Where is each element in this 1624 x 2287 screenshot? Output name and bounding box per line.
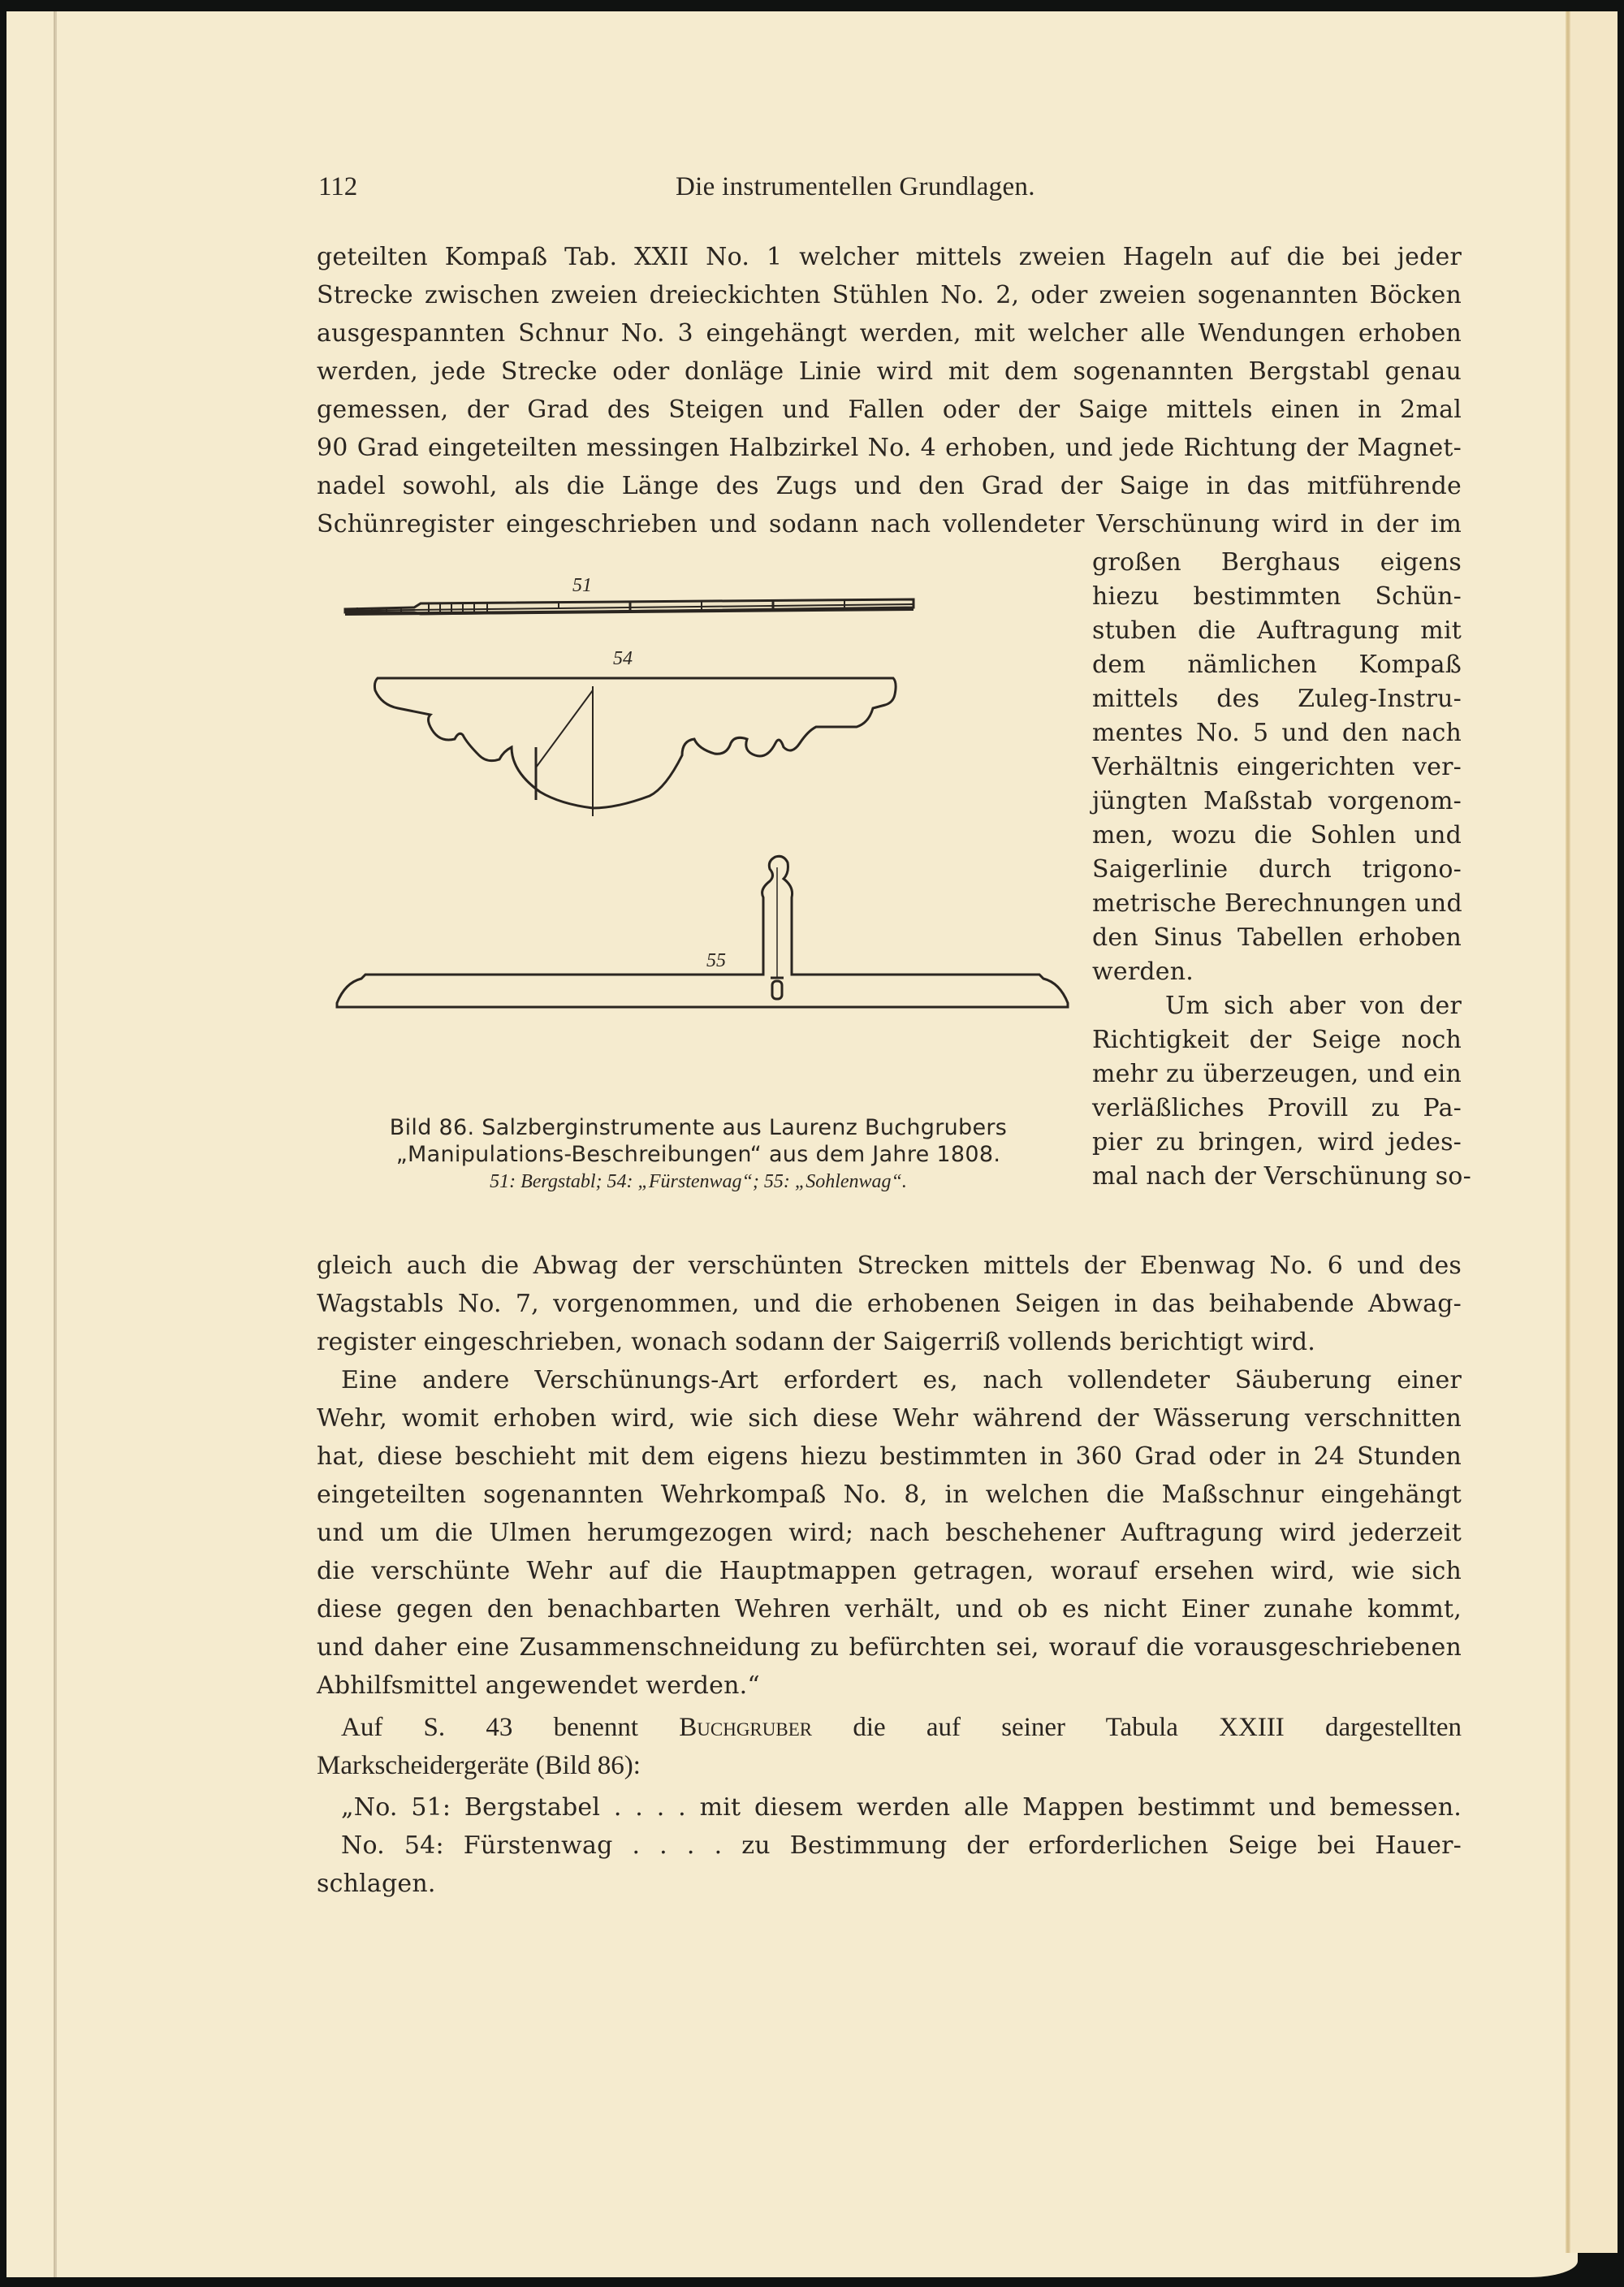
text-line: hiezu bestimmten Schün- bbox=[1092, 582, 1462, 611]
text-line: diese gegen den benachbarten Wehren verhält, und ob es nicht Einer zunahe kommt, bbox=[317, 1595, 1462, 1623]
text-line: gleich auch die Abwag der verschünten Strecken mittels der Ebenwag No. 6 und des bbox=[317, 1252, 1462, 1280]
text-line: Strecke zwischen zweien dreieckichten Stühlen No. 2, oder zweien sogenannten Böcken bbox=[317, 281, 1462, 309]
instrument-drawings bbox=[325, 560, 1072, 1113]
text-line: jüngten Maßstab vorgenom- bbox=[1092, 787, 1462, 815]
text-line: Wagstabls No. 7, vorgenommen, und die erhobenen Seigen in das beihabende Abwag- bbox=[317, 1290, 1462, 1318]
text-line: mentes No. 5 und den nach bbox=[1092, 719, 1462, 747]
text-line: hat, diese beschieht mit dem eigens hiezu bestimmten in 360 Grad oder in 24 Stunden bbox=[317, 1442, 1462, 1471]
text-line: und um die Ulmen herumgezogen wird; nach beschehener Auftragung wird jederzeit bbox=[317, 1519, 1462, 1547]
text-line: den Sinus Tabellen erhoben bbox=[1092, 923, 1462, 952]
text-line: men, wozu die Sohlen und bbox=[1092, 821, 1462, 850]
text-line: stuben die Auftragung mit bbox=[1092, 616, 1462, 645]
text-line: register eingeschrieben, wonach sodann der Saigerriß vollends berichtigt wird. bbox=[317, 1328, 1315, 1356]
text-line: eingeteilten sogenannten Wehrkompaß No. 8, in welchen die Maßschnur eingehängt bbox=[317, 1481, 1462, 1509]
label-51: 51 bbox=[572, 575, 592, 596]
text-span: die auf seiner Tabula XXIII dargestellten bbox=[812, 1713, 1462, 1742]
text-line bbox=[317, 1710, 1462, 1745]
list-item: schlagen. bbox=[317, 1870, 436, 1898]
text-line: Saigerlinie durch trigono- bbox=[1092, 855, 1462, 884]
text-line: mal nach der Verschünung so- bbox=[1092, 1162, 1471, 1191]
text-line: und daher eine Zusammenschneidung zu befürchten sei, worauf die vorausgeschriebenen bbox=[317, 1633, 1462, 1662]
list-item: No. 54: Fürstenwag . . . . zu Bestimmung der erforderlichen Seige bei Hauer- bbox=[341, 1831, 1462, 1860]
text-line: mehr zu überzeugen, und ein bbox=[1092, 1060, 1462, 1088]
text-line: mittels des Zuleg-Instru- bbox=[1092, 685, 1462, 713]
page-number: 112 bbox=[318, 172, 358, 201]
text-line: gemessen, der Grad des Steigen und Fallen oder der Saige mittels einen in 2mal bbox=[317, 396, 1462, 424]
running-head: Die instrumentellen Grundlagen. bbox=[676, 172, 1035, 201]
text-line: pier zu bringen, wird jedes- bbox=[1092, 1128, 1462, 1156]
text-line: Abhilfsmittel angewendet werden.“ bbox=[317, 1671, 760, 1700]
label-55: 55 bbox=[706, 950, 726, 971]
bergstabl-drawing bbox=[345, 599, 914, 614]
text-line: ausgespannten Schnur No. 3 eingehängt werden, mit welcher alle Wendungen erhoben bbox=[317, 319, 1462, 348]
figure-bild-86 bbox=[325, 560, 1072, 1113]
caption-legend: 51: Bergstabl; 54: „Fürstenwag“; 55: „Sohlenwag“. bbox=[490, 1171, 907, 1192]
sohlenwag-drawing bbox=[337, 856, 1068, 1007]
text-line: geteilten Kompaß Tab. XXII No. 1 welcher mittels zweien Hageln auf die bei jeder bbox=[317, 243, 1462, 271]
label-54: 54 bbox=[613, 648, 633, 669]
text-line: Um sich aber von der bbox=[1165, 992, 1462, 1020]
author-name: Buchgruber bbox=[679, 1713, 813, 1742]
text-line: großen Berghaus eigens bbox=[1092, 548, 1462, 577]
page-header bbox=[318, 172, 1453, 205]
text-line: dem nämlichen Kompaß bbox=[1092, 651, 1462, 679]
caption-title-line-1: Bild 86. Salzberginstrumente aus Laurenz Buchgrubers bbox=[389, 1115, 1008, 1140]
text-line: Schünregister eingeschrieben und sodann nach vollendeter Verschünung wird in der im bbox=[317, 510, 1462, 538]
text-line: Eine andere Verschünungs-Art erfordert es, nach vollendeter Säuberung einer bbox=[341, 1366, 1462, 1394]
text-line: werden. bbox=[1092, 958, 1194, 986]
text-line: metrische Berechnungen und bbox=[1092, 889, 1462, 918]
text-line: nadel sowohl, als die Länge des Zugs und den Grad der Saige in das mitführende bbox=[317, 472, 1462, 500]
text-line: Verhältnis eingerichten ver- bbox=[1092, 753, 1462, 781]
text-line: verläßliches Provill zu Pa- bbox=[1092, 1094, 1462, 1122]
text-line: Wehr, womit erhoben wird, wie sich diese Wehr während der Wässerung verschnitten bbox=[317, 1404, 1462, 1433]
text-line: die verschünte Wehr auf die Hauptmappen getragen, worauf ersehen wird, wie sich bbox=[317, 1557, 1462, 1585]
text-line: werden, jede Strecke oder donläge Linie wird mit dem sogenannten Bergstabl genau bbox=[317, 357, 1462, 386]
text-line: 90 Grad eingeteilten messingen Halbzirkel No. 4 erhoben, und jede Richtung der Magnet- bbox=[317, 434, 1462, 462]
figure-caption bbox=[325, 1114, 1072, 1193]
page-edge-stack bbox=[6, 11, 57, 2277]
text-span: Auf S. 43 benennt bbox=[341, 1713, 680, 1742]
caption-title-line-2: „Manipulations-Beschreibungen“ aus dem Jahre 1808. bbox=[395, 1142, 1001, 1167]
text-line: Markscheidergeräte (Bild 86): bbox=[317, 1751, 641, 1780]
list-item: „No. 51: Bergstabel . . . . mit diesem werden alle Mappen bestimmt und bemessen. bbox=[341, 1793, 1462, 1822]
text-line: Richtigkeit der Seige noch bbox=[1092, 1026, 1462, 1054]
fuerstenwag-drawing bbox=[374, 678, 896, 816]
next-page-edge bbox=[1570, 11, 1618, 2253]
